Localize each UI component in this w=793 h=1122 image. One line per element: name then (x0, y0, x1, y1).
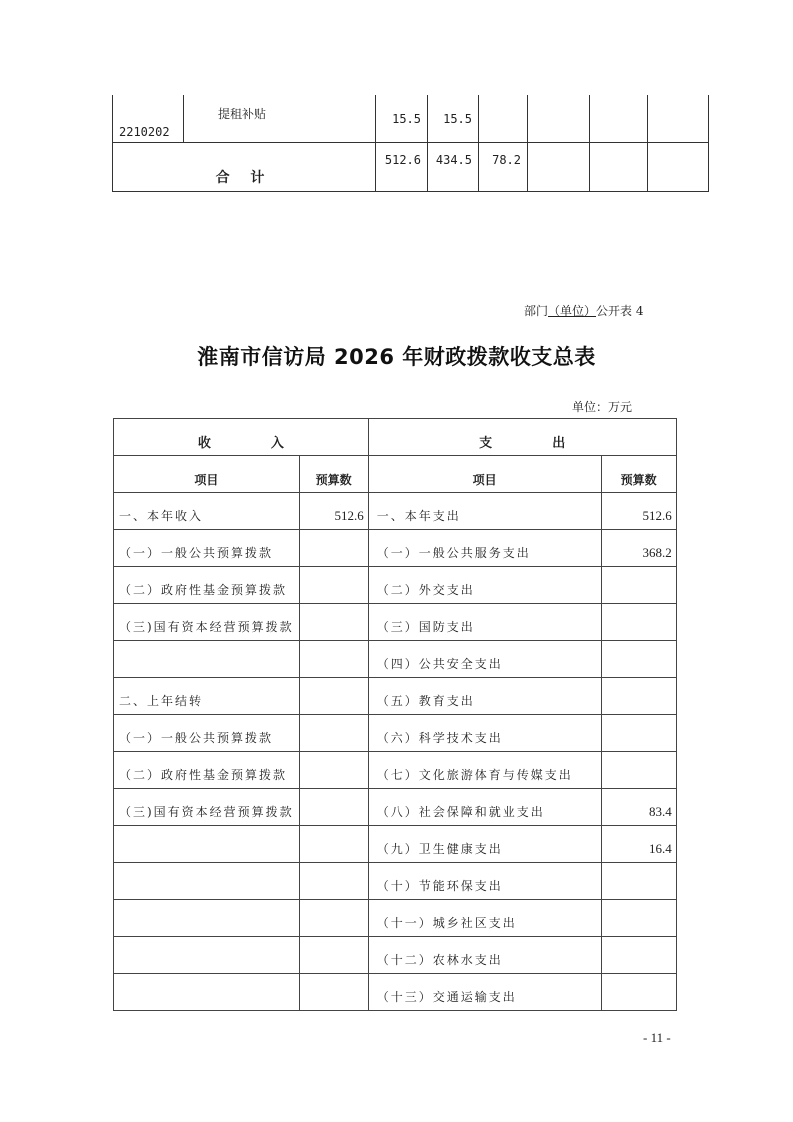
expense-amount (601, 900, 676, 937)
page-title: 淮南市信访局 2026 年财政拨款收支总表 (197, 345, 596, 369)
table-row (113, 95, 709, 143)
income-item: （二）政府性基金预算拨款 (114, 567, 300, 604)
subject-code: 2210202 (113, 95, 184, 143)
total-value: 78.2 (479, 143, 528, 192)
expense-item: （七）文化旅游体育与传媒支出 (368, 752, 601, 789)
table-row (114, 863, 677, 900)
expense-item: （四）公共安全支出 (368, 641, 601, 678)
page-number: - 11 - (643, 1030, 671, 1045)
table-row (114, 530, 677, 567)
total-value (648, 143, 709, 192)
table-row (114, 900, 677, 937)
value-cell (648, 95, 709, 143)
expense-header-char: 支 (479, 435, 493, 451)
table-row (114, 678, 677, 715)
expense-item: （二）外交支出 (368, 567, 601, 604)
income-amount (299, 530, 368, 567)
expense-item: （三）国防支出 (368, 604, 601, 641)
total-label: 合 计 (113, 143, 376, 192)
income-amount (299, 863, 368, 900)
table-row (114, 567, 677, 604)
expense-header (368, 419, 676, 456)
income-item: （一）一般公共预算拨款 (114, 715, 300, 752)
form-id-suffix: 公开表 4 (596, 304, 644, 318)
expense-item: （十三）交通运输支出 (368, 974, 601, 1011)
income-item: （三)国有资本经营预算拨款 (114, 789, 300, 826)
income-item (114, 900, 300, 937)
value-cell: 15.5 (428, 95, 479, 143)
income-item: 二、上年结转 (114, 678, 300, 715)
form-id-prefix: 部门 (524, 304, 549, 318)
continued-budget-table (112, 95, 709, 192)
value-cell (590, 95, 648, 143)
expense-item: （五）教育支出 (368, 678, 601, 715)
income-amount (299, 604, 368, 641)
income-item-header: 项目 (114, 456, 300, 493)
expense-item: （十二）农林水支出 (368, 937, 601, 974)
subject-name: 提租补贴 (184, 95, 376, 143)
expense-item: （一）一般公共服务支出 (368, 530, 601, 567)
expense-amount (601, 715, 676, 752)
income-item (114, 641, 300, 678)
table-row (114, 641, 677, 678)
expense-amount: 83.4 (601, 789, 676, 826)
expense-amount: 512.6 (601, 493, 676, 530)
income-amount (299, 752, 368, 789)
value-cell: 15.5 (376, 95, 428, 143)
expense-amount (601, 604, 676, 641)
income-item (114, 974, 300, 1011)
expense-budget-header: 预算数 (601, 456, 676, 493)
section-header-row (114, 419, 677, 456)
expense-amount (601, 863, 676, 900)
expense-item: （八）社会保障和就业支出 (368, 789, 601, 826)
table-row (114, 604, 677, 641)
income-amount (299, 900, 368, 937)
value-cell (479, 95, 528, 143)
income-amount (299, 789, 368, 826)
total-value (590, 143, 648, 192)
expense-item: （十）节能环保支出 (368, 863, 601, 900)
table-row (114, 937, 677, 974)
income-item (114, 826, 300, 863)
form-identifier (524, 302, 643, 319)
income-amount (299, 826, 368, 863)
expense-item: （六）科学技术支出 (368, 715, 601, 752)
expense-item-header: 项目 (368, 456, 601, 493)
fiscal-summary-table (113, 418, 677, 1011)
expense-item: 一、本年支出 (368, 493, 601, 530)
income-amount (299, 937, 368, 974)
total-value (528, 143, 590, 192)
income-amount (299, 567, 368, 604)
income-header-char: 入 (270, 435, 284, 451)
income-header-char: 收 (197, 435, 211, 451)
form-id-unit: （单位） (548, 304, 597, 318)
expense-header-char: 出 (552, 435, 566, 451)
income-item: 一、本年收入 (114, 493, 300, 530)
expense-item: （十一）城乡社区支出 (368, 900, 601, 937)
income-item (114, 863, 300, 900)
table-row (114, 789, 677, 826)
expense-amount (601, 974, 676, 1011)
total-value: 512.6 (376, 143, 428, 192)
total-value: 434.5 (428, 143, 479, 192)
income-amount: 512.6 (299, 493, 368, 530)
income-item: （二）政府性基金预算拨款 (114, 752, 300, 789)
income-item (114, 937, 300, 974)
expense-amount: 368.2 (601, 530, 676, 567)
income-item: （一）一般公共预算拨款 (114, 530, 300, 567)
income-amount (299, 715, 368, 752)
expense-item: （九）卫生健康支出 (368, 826, 601, 863)
expense-amount (601, 641, 676, 678)
table-row (114, 715, 677, 752)
expense-amount (601, 678, 676, 715)
unit-label: 单位：万元 (572, 400, 633, 414)
income-amount (299, 678, 368, 715)
total-row (113, 143, 709, 192)
expense-amount: 16.4 (601, 826, 676, 863)
income-item: （三)国有资本经营预算拨款 (114, 604, 300, 641)
table-row (114, 826, 677, 863)
income-budget-header: 预算数 (299, 456, 368, 493)
column-header-row (114, 456, 677, 493)
income-amount (299, 974, 368, 1011)
expense-amount (601, 937, 676, 974)
table-row (114, 493, 677, 530)
income-amount (299, 641, 368, 678)
table-row (114, 752, 677, 789)
income-header (114, 419, 369, 456)
expense-amount (601, 567, 676, 604)
expense-amount (601, 752, 676, 789)
table-row (114, 974, 677, 1011)
value-cell (528, 95, 590, 143)
